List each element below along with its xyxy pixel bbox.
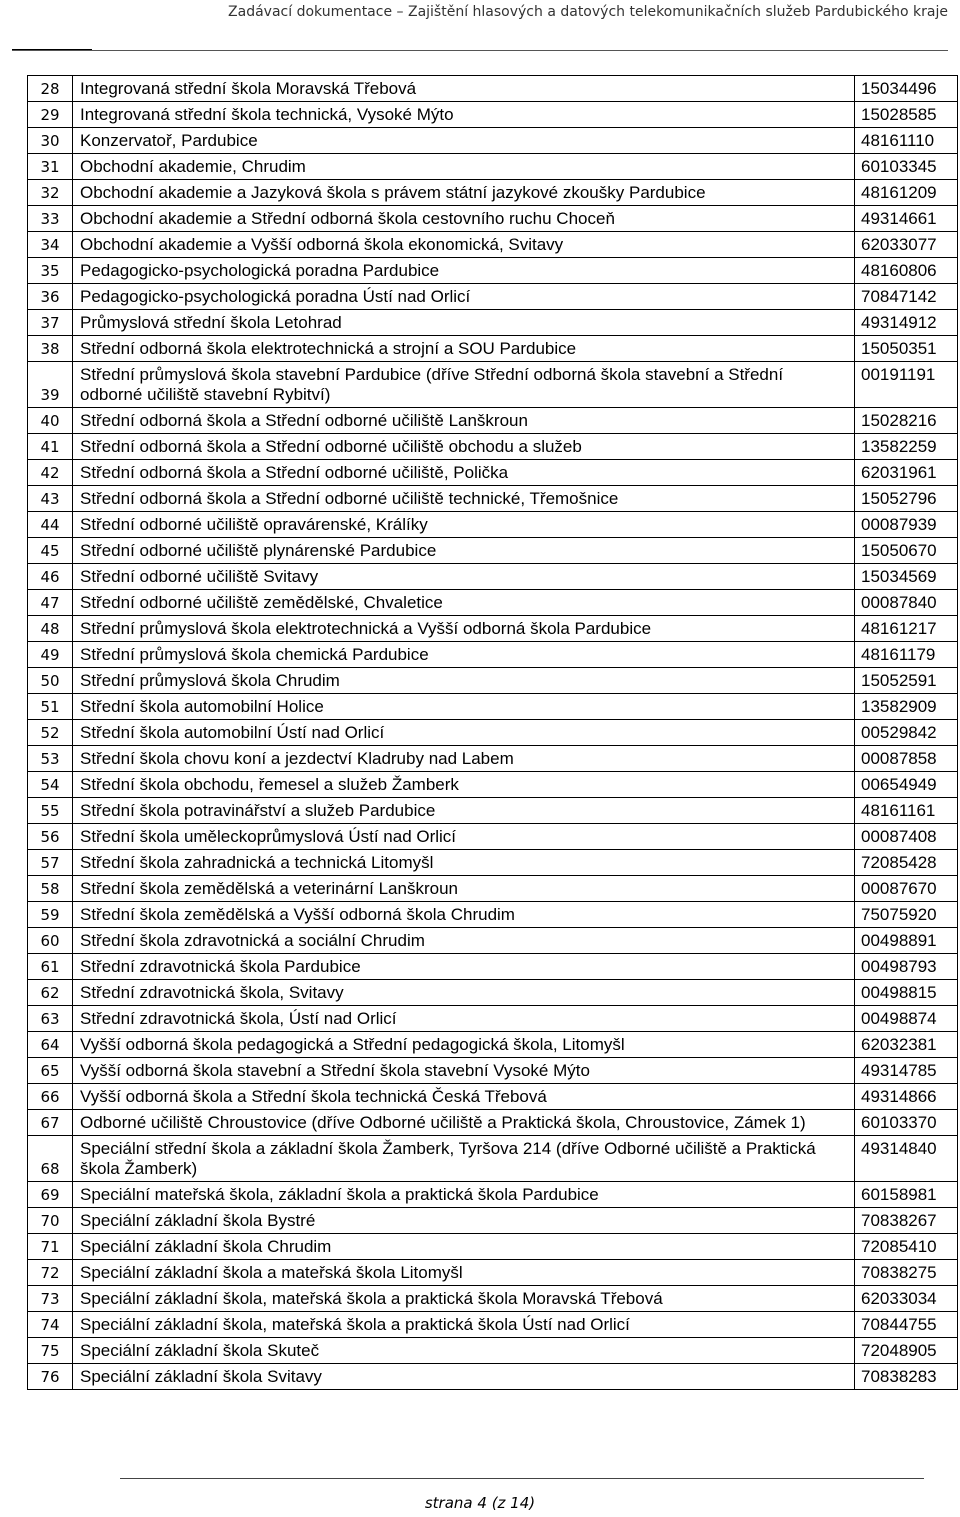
schools-table xyxy=(27,75,958,1390)
row-number-cell: 33 xyxy=(28,206,73,232)
school-name-cell: Střední škola automobilní Ústí nad Orlicí xyxy=(73,720,855,746)
row-number-cell: 30 xyxy=(28,128,73,154)
school-name-cell: Střední škola uměleckoprůmyslová Ústí nad Orlicí xyxy=(73,824,855,850)
school-name-cell: Vyšší odborná škola stavební a Střední škola stavební Vysoké Mýto xyxy=(73,1058,855,1084)
school-name-cell: Speciální základní škola, mateřská škola a praktická škola Moravská Třebová xyxy=(73,1286,855,1312)
school-name-cell: Obchodní akademie a Vyšší odborná škola ekonomická, Svitavy xyxy=(73,232,855,258)
table-row xyxy=(28,590,958,616)
row-number-cell: 61 xyxy=(28,954,73,980)
school-name-cell: Speciální základní škola Bystré xyxy=(73,1208,855,1234)
row-number-cell: 63 xyxy=(28,1006,73,1032)
row-number-cell: 66 xyxy=(28,1084,73,1110)
row-number-cell: 28 xyxy=(28,76,73,102)
table-row xyxy=(28,336,958,362)
school-name-cell: Střední průmyslová škola chemická Pardubice xyxy=(73,642,855,668)
table-row xyxy=(28,1208,958,1234)
row-number-cell: 47 xyxy=(28,590,73,616)
school-name-cell: Odborné učiliště Chroustovice (dříve Odborné učiliště a Praktická škola, Chroustovice, Zámek 1) xyxy=(73,1110,855,1136)
row-number-cell: 38 xyxy=(28,336,73,362)
table-row xyxy=(28,284,958,310)
table-row xyxy=(28,824,958,850)
school-name-cell: Střední průmyslová škola elektrotechnická a Vyšší odborná škola Pardubice xyxy=(73,616,855,642)
school-id-cell: 13582259 xyxy=(855,434,958,460)
school-name-cell: Střední škola zahradnická a technická Litomyšl xyxy=(73,850,855,876)
school-name-cell: Střední odborné učiliště opravárenské, Králíky xyxy=(73,512,855,538)
school-name-cell: Střední škola obchodu, řemesel a služeb Žamberk xyxy=(73,772,855,798)
row-number-cell: 31 xyxy=(28,154,73,180)
footer-rule xyxy=(120,1478,924,1479)
school-name-cell: Integrovaná střední škola technická, Vysoké Mýto xyxy=(73,102,855,128)
table-row xyxy=(28,772,958,798)
school-id-cell: 60103370 xyxy=(855,1110,958,1136)
school-id-cell: 60158981 xyxy=(855,1182,958,1208)
school-name-cell: Střední odborná škola a Střední odborné učiliště technické, Třemošnice xyxy=(73,486,855,512)
school-id-cell: 00498891 xyxy=(855,928,958,954)
school-name-cell: Speciální základní škola Chrudim xyxy=(73,1234,855,1260)
school-id-cell: 70847142 xyxy=(855,284,958,310)
school-name-cell: Speciální základní škola Svitavy xyxy=(73,1364,855,1390)
row-number-cell: 74 xyxy=(28,1312,73,1338)
table-row xyxy=(28,798,958,824)
school-id-cell: 48161179 xyxy=(855,642,958,668)
row-number-cell: 72 xyxy=(28,1260,73,1286)
school-name-cell: Pedagogicko-psychologická poradna Ústí nad Orlicí xyxy=(73,284,855,310)
table-row xyxy=(28,694,958,720)
school-id-cell: 00191191 xyxy=(855,362,958,408)
table-row xyxy=(28,310,958,336)
row-number-cell: 67 xyxy=(28,1110,73,1136)
table-row xyxy=(28,102,958,128)
row-number-cell: 51 xyxy=(28,694,73,720)
school-name-cell: Střední odborná škola a Střední odborné učiliště, Polička xyxy=(73,460,855,486)
row-number-cell: 39 xyxy=(28,362,73,408)
school-name-cell: Pedagogicko-psychologická poradna Pardubice xyxy=(73,258,855,284)
table-row xyxy=(28,902,958,928)
row-number-cell: 50 xyxy=(28,668,73,694)
school-id-cell: 15050351 xyxy=(855,336,958,362)
school-id-cell: 00654949 xyxy=(855,772,958,798)
school-name-cell: Speciální základní škola, mateřská škola a praktická škola Ústí nad Orlicí xyxy=(73,1312,855,1338)
school-id-cell: 49314866 xyxy=(855,1084,958,1110)
school-id-cell: 00529842 xyxy=(855,720,958,746)
school-name-cell: Speciální základní škola Skuteč xyxy=(73,1338,855,1364)
school-id-cell: 49314840 xyxy=(855,1136,958,1182)
school-name-cell: Speciální základní škola a mateřská škola Litomyšl xyxy=(73,1260,855,1286)
school-id-cell: 70844755 xyxy=(855,1312,958,1338)
school-id-cell: 60103345 xyxy=(855,154,958,180)
school-id-cell: 48160806 xyxy=(855,258,958,284)
school-id-cell: 00087840 xyxy=(855,590,958,616)
header-rule xyxy=(12,50,948,51)
table-row xyxy=(28,1032,958,1058)
school-name-cell: Obchodní akademie a Jazyková škola s právem státní jazykové zkoušky Pardubice xyxy=(73,180,855,206)
table-row xyxy=(28,1058,958,1084)
school-id-cell: 62031961 xyxy=(855,460,958,486)
school-id-cell: 00498815 xyxy=(855,980,958,1006)
school-id-cell: 72085410 xyxy=(855,1234,958,1260)
school-name-cell: Střední odborné učiliště plynárenské Pardubice xyxy=(73,538,855,564)
table-row xyxy=(28,128,958,154)
table-row xyxy=(28,928,958,954)
page-number: strana 4 (z 14) xyxy=(424,1494,536,1512)
table-row xyxy=(28,616,958,642)
row-number-cell: 71 xyxy=(28,1234,73,1260)
table-row xyxy=(28,1364,958,1390)
row-number-cell: 32 xyxy=(28,180,73,206)
row-number-cell: 49 xyxy=(28,642,73,668)
table-row xyxy=(28,980,958,1006)
row-number-cell: 42 xyxy=(28,460,73,486)
table-row xyxy=(28,1286,958,1312)
row-number-cell: 43 xyxy=(28,486,73,512)
table-row xyxy=(28,642,958,668)
table-row xyxy=(28,954,958,980)
school-id-cell: 00087858 xyxy=(855,746,958,772)
school-id-cell: 70838283 xyxy=(855,1364,958,1390)
table-row xyxy=(28,486,958,512)
school-name-cell: Střední škola zemědělská a Vyšší odborná škola Chrudim xyxy=(73,902,855,928)
document-header xyxy=(0,0,960,52)
row-number-cell: 75 xyxy=(28,1338,73,1364)
school-name-cell: Integrovaná střední škola Moravská Třebová xyxy=(73,76,855,102)
school-id-cell: 13582909 xyxy=(855,694,958,720)
school-id-cell: 75075920 xyxy=(855,902,958,928)
row-number-cell: 52 xyxy=(28,720,73,746)
row-number-cell: 76 xyxy=(28,1364,73,1390)
row-number-cell: 44 xyxy=(28,512,73,538)
table-row xyxy=(28,1136,958,1182)
school-id-cell: 62033077 xyxy=(855,232,958,258)
row-number-cell: 59 xyxy=(28,902,73,928)
row-number-cell: 53 xyxy=(28,746,73,772)
school-id-cell: 72048905 xyxy=(855,1338,958,1364)
school-name-cell: Vyšší odborná škola a Střední škola technická Česká Třebová xyxy=(73,1084,855,1110)
row-number-cell: 70 xyxy=(28,1208,73,1234)
school-id-cell: 15050670 xyxy=(855,538,958,564)
school-id-cell: 15028585 xyxy=(855,102,958,128)
school-name-cell: Speciální mateřská škola, základní škola a praktická škola Pardubice xyxy=(73,1182,855,1208)
table-row xyxy=(28,434,958,460)
table-row xyxy=(28,876,958,902)
school-id-cell: 15034569 xyxy=(855,564,958,590)
school-name-cell: Střední odborná škola a Střední odborné učiliště obchodu a služeb xyxy=(73,434,855,460)
school-name-cell: Obchodní akademie, Chrudim xyxy=(73,154,855,180)
school-name-cell: Střední zdravotnická škola, Ústí nad Orlicí xyxy=(73,1006,855,1032)
row-number-cell: 69 xyxy=(28,1182,73,1208)
school-id-cell: 70838275 xyxy=(855,1260,958,1286)
school-id-cell: 15028216 xyxy=(855,408,958,434)
row-number-cell: 54 xyxy=(28,772,73,798)
school-id-cell: 49314661 xyxy=(855,206,958,232)
table-row xyxy=(28,1084,958,1110)
row-number-cell: 34 xyxy=(28,232,73,258)
table-row xyxy=(28,460,958,486)
school-name-cell: Střední průmyslová škola stavební Pardubice (dříve Střední odborná škola stavební a Střední odborné učiliště stavební Rybitví) xyxy=(73,362,855,408)
school-id-cell: 15052796 xyxy=(855,486,958,512)
school-id-cell: 49314785 xyxy=(855,1058,958,1084)
school-name-cell: Střední zdravotnická škola, Svitavy xyxy=(73,980,855,1006)
row-number-cell: 55 xyxy=(28,798,73,824)
table-row xyxy=(28,850,958,876)
schools-table-container xyxy=(27,75,957,1390)
table-row xyxy=(28,408,958,434)
school-id-cell: 15034496 xyxy=(855,76,958,102)
schools-table-body xyxy=(28,76,958,1390)
school-id-cell: 48161209 xyxy=(855,180,958,206)
school-name-cell: Střední škola zemědělská a veterinární Lanškroun xyxy=(73,876,855,902)
row-number-cell: 36 xyxy=(28,284,73,310)
school-id-cell: 00087670 xyxy=(855,876,958,902)
row-number-cell: 29 xyxy=(28,102,73,128)
row-number-cell: 62 xyxy=(28,980,73,1006)
school-id-cell: 00087408 xyxy=(855,824,958,850)
row-number-cell: 45 xyxy=(28,538,73,564)
table-row xyxy=(28,232,958,258)
table-row xyxy=(28,258,958,284)
school-name-cell: Střední škola potravinářství a služeb Pardubice xyxy=(73,798,855,824)
row-number-cell: 58 xyxy=(28,876,73,902)
row-number-cell: 73 xyxy=(28,1286,73,1312)
school-name-cell: Střední škola automobilní Holice xyxy=(73,694,855,720)
table-row xyxy=(28,746,958,772)
table-row xyxy=(28,180,958,206)
row-number-cell: 65 xyxy=(28,1058,73,1084)
row-number-cell: 37 xyxy=(28,310,73,336)
row-number-cell: 40 xyxy=(28,408,73,434)
row-number-cell: 48 xyxy=(28,616,73,642)
school-name-cell: Střední odborná škola elektrotechnická a strojní a SOU Pardubice xyxy=(73,336,855,362)
school-id-cell: 15052591 xyxy=(855,668,958,694)
school-name-cell: Střední průmyslová škola Chrudim xyxy=(73,668,855,694)
school-name-cell: Střední škola chovu koní a jezdectví Kladruby nad Labem xyxy=(73,746,855,772)
school-name-cell: Obchodní akademie a Střední odborná škola cestovního ruchu Choceň xyxy=(73,206,855,232)
table-row xyxy=(28,1182,958,1208)
table-row xyxy=(28,720,958,746)
school-id-cell: 62032381 xyxy=(855,1032,958,1058)
table-row xyxy=(28,512,958,538)
row-number-cell: 46 xyxy=(28,564,73,590)
school-id-cell: 00498874 xyxy=(855,1006,958,1032)
school-name-cell: Střední škola zdravotnická a sociální Chrudim xyxy=(73,928,855,954)
school-id-cell: 48161110 xyxy=(855,128,958,154)
table-row xyxy=(28,362,958,408)
table-row xyxy=(28,538,958,564)
school-id-cell: 00087939 xyxy=(855,512,958,538)
row-number-cell: 64 xyxy=(28,1032,73,1058)
school-id-cell: 00498793 xyxy=(855,954,958,980)
row-number-cell: 68 xyxy=(28,1136,73,1182)
table-row xyxy=(28,668,958,694)
row-number-cell: 57 xyxy=(28,850,73,876)
table-row xyxy=(28,1110,958,1136)
table-row xyxy=(28,1234,958,1260)
school-name-cell: Střední odborná škola a Střední odborné učiliště Lanškroun xyxy=(73,408,855,434)
table-row xyxy=(28,1260,958,1286)
school-id-cell: 49314912 xyxy=(855,310,958,336)
row-number-cell: 60 xyxy=(28,928,73,954)
school-name-cell: Speciální střední škola a základní škola Žamberk, Tyršova 214 (dříve Odborné učiliště a Praktická škola Žamberk) xyxy=(73,1136,855,1182)
school-name-cell: Střední odborné učiliště Svitavy xyxy=(73,564,855,590)
table-row xyxy=(28,564,958,590)
school-name-cell: Střední odborné učiliště zemědělské, Chvaletice xyxy=(73,590,855,616)
row-number-cell: 41 xyxy=(28,434,73,460)
row-number-cell: 56 xyxy=(28,824,73,850)
school-id-cell: 72085428 xyxy=(855,850,958,876)
document-title: Zadávací dokumentace – Zajištění hlasových a datových telekomunikačních služeb Pardubického kraje xyxy=(228,4,948,20)
table-row xyxy=(28,206,958,232)
school-id-cell: 62033034 xyxy=(855,1286,958,1312)
school-id-cell: 70838267 xyxy=(855,1208,958,1234)
school-name-cell: Střední zdravotnická škola Pardubice xyxy=(73,954,855,980)
school-id-cell: 48161161 xyxy=(855,798,958,824)
table-row xyxy=(28,1312,958,1338)
table-row xyxy=(28,1006,958,1032)
table-row xyxy=(28,154,958,180)
school-name-cell: Vyšší odborná škola pedagogická a Střední pedagogická škola, Litomyšl xyxy=(73,1032,855,1058)
school-id-cell: 48161217 xyxy=(855,616,958,642)
school-name-cell: Průmyslová střední škola Letohrad xyxy=(73,310,855,336)
row-number-cell: 35 xyxy=(28,258,73,284)
table-row xyxy=(28,1338,958,1364)
table-row xyxy=(28,76,958,102)
school-name-cell: Konzervatoř, Pardubice xyxy=(73,128,855,154)
